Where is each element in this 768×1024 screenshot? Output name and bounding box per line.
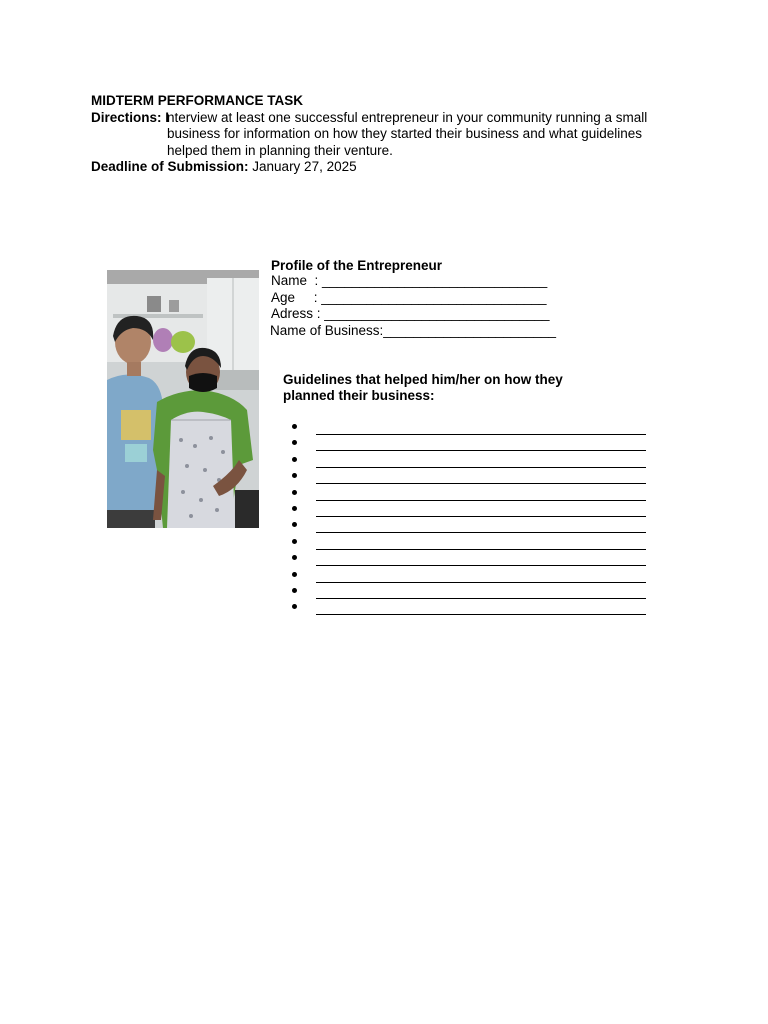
bullet-icon [292,555,297,560]
bullet-icon [292,490,297,495]
bullet-icon [292,572,297,577]
blank-answer-line [316,549,646,550]
bullet-icon [292,588,297,593]
guidelines-heading-line-2: planned their business: [283,388,435,403]
bullet-icon [292,473,297,478]
profile-age-field: Age : ______________________________ [271,290,547,305]
task-title: MIDTERM PERFORMANCE TASK [91,93,303,108]
deadline-value: January 27, 2025 [248,159,357,174]
bullet-icon [292,539,297,544]
blank-answer-line [316,450,646,451]
directions-text-line-2: business for information on how they started their business and what guidelines [167,126,643,141]
guidelines-heading-line-1: Guidelines that helped him/her on how they [283,372,563,387]
bullet-icon [292,440,297,445]
deadline [91,159,357,175]
blank-answer-line [316,434,646,435]
bullet-icon [292,457,297,462]
blank-answer-line [316,565,646,566]
blank-answer-line [316,582,646,583]
entrepreneur-photo [107,270,259,528]
blank-answer-line [316,500,646,501]
profile-title: Profile of the Entrepreneur [271,258,443,273]
deadline-label: Deadline of Submission: [91,159,249,174]
directions-text-line-3: helped them in planning their venture. [167,143,393,158]
directions-text-line-1: nterview at least one successful entrepreneur in your community running a small [167,110,648,125]
bullet-icon [292,522,297,527]
blank-answer-line [316,483,646,484]
blank-answer-line [316,532,646,533]
bullet-icon [292,424,297,429]
profile-business-name-field: Name of Business:_______________________ [270,323,556,338]
profile-name-field: Name : ______________________________ [271,273,548,288]
blank-answer-line [316,598,646,599]
bullet-icon [292,604,297,609]
blank-answer-line [316,516,646,517]
directions-label: Directions: I [91,110,170,125]
profile-address-field: Adress : ______________________________ [271,306,550,321]
bullet-icon [292,506,297,511]
blank-answer-line [316,467,646,468]
blank-answer-line [316,614,646,615]
